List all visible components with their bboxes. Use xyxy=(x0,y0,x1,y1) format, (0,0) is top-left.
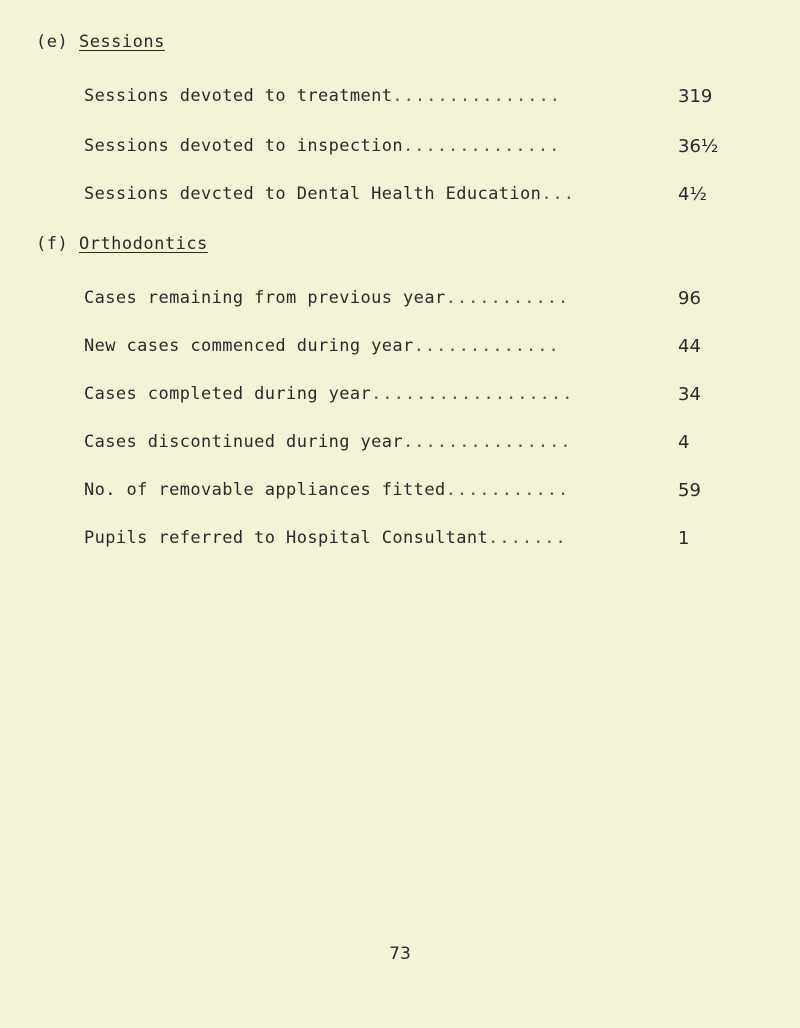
row-label: Cases completed during year xyxy=(84,384,372,404)
row-value: 4 xyxy=(678,432,690,453)
row-value: 36½ xyxy=(678,136,719,157)
leader-dots: ........... xyxy=(445,480,570,500)
leader-dots: ........... xyxy=(445,288,570,308)
row-value: 319 xyxy=(678,86,713,107)
list-item xyxy=(84,184,684,204)
section-prefix: (e) xyxy=(36,32,69,52)
row-value: 96 xyxy=(678,288,701,309)
row-label: Sessions devoted to treatment xyxy=(84,86,393,106)
row-value: 1 xyxy=(678,528,690,549)
leader-dots: .................. xyxy=(371,384,574,404)
section-heading-orthodontics xyxy=(36,234,208,254)
row-label: Pupils referred to Hospital Consultant xyxy=(84,528,489,548)
leader-dots: .............. xyxy=(403,136,561,156)
row-label: Sessions devcted to Dental Health Education xyxy=(84,184,542,204)
leader-dots: ............. xyxy=(413,336,560,356)
list-item xyxy=(84,384,684,404)
list-item xyxy=(84,86,684,106)
row-value: 4½ xyxy=(678,184,707,205)
leader-dots: ............... xyxy=(403,432,572,452)
list-item xyxy=(84,288,684,308)
section-heading-sessions xyxy=(36,32,165,52)
row-label: Sessions devoted to inspection xyxy=(84,136,404,156)
row-label: Cases discontinued during year xyxy=(84,432,404,452)
page-number: 73 xyxy=(389,944,411,964)
row-label: No. of removable appliances fitted xyxy=(84,480,446,500)
section-title: Orthodontics xyxy=(78,234,208,254)
row-value: 59 xyxy=(678,480,701,501)
list-item xyxy=(84,480,684,500)
list-item xyxy=(84,336,684,356)
row-label: New cases commenced during year xyxy=(84,336,414,356)
leader-dots: ... xyxy=(541,184,576,204)
row-value: 44 xyxy=(678,336,701,357)
row-value: 34 xyxy=(678,384,701,405)
list-item xyxy=(84,528,684,548)
leader-dots: ............... xyxy=(392,86,561,106)
list-item xyxy=(84,136,684,156)
list-item xyxy=(84,432,684,452)
section-prefix: (f) xyxy=(36,234,69,254)
section-title: Sessions xyxy=(78,32,165,52)
row-label: Cases remaining from previous year xyxy=(84,288,446,308)
leader-dots: ....... xyxy=(488,528,567,548)
